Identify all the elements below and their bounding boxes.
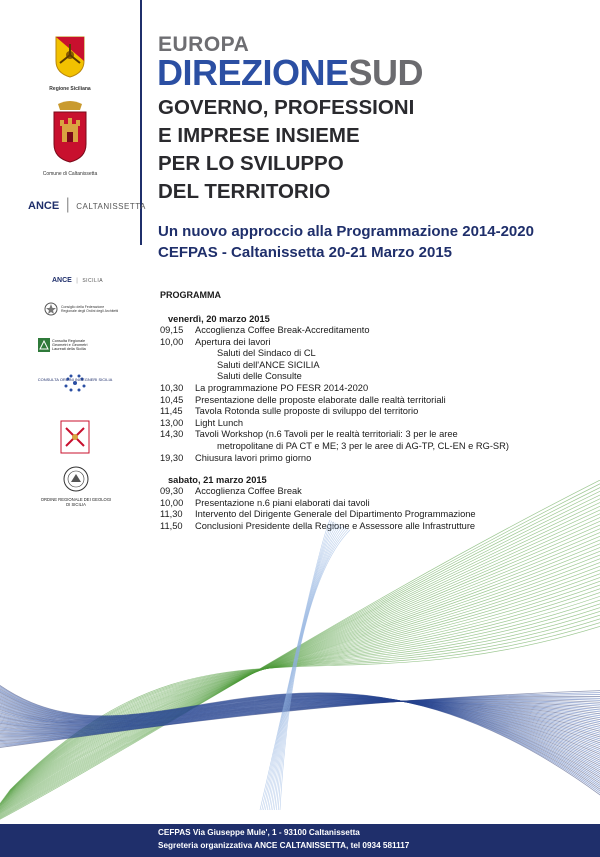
geometri-caption: Consulta Regionale Geometri e Geometri Laureati della Sicilia bbox=[52, 338, 88, 352]
schedule-text: Intervento del Dirigente Generale del Dipartimento Programmazione bbox=[195, 509, 476, 520]
schedule-text: Accoglienza Coffee Break bbox=[195, 486, 302, 497]
schedule-row bbox=[160, 325, 509, 337]
footer-secretariat: Segreteria organizzativa ANCE CALTANISSETTA, tel 0934 581117 bbox=[158, 841, 410, 850]
schedule-text: Saluti dell'ANCE SICILIA bbox=[217, 359, 320, 370]
schedule-text: Saluti delle Consulte bbox=[217, 371, 302, 382]
geometri-logo bbox=[38, 338, 100, 352]
ance-name: ANCE bbox=[28, 200, 60, 212]
wave-line bbox=[0, 524, 600, 816]
schedule-time: 11,45 bbox=[160, 406, 183, 417]
wave-line bbox=[0, 558, 600, 806]
comune-caption: Comune di Caltanissetta bbox=[42, 171, 98, 177]
ance-sicilia-name: ANCE bbox=[52, 277, 72, 284]
schedule-row bbox=[160, 441, 509, 453]
wave-line bbox=[0, 543, 600, 810]
agronomi-seal-icon bbox=[60, 420, 90, 454]
schedule-row bbox=[160, 360, 509, 372]
wave-line bbox=[0, 551, 600, 809]
wave-line bbox=[0, 562, 600, 805]
schedule-time bbox=[160, 348, 195, 360]
decorative-waves-graphic bbox=[0, 480, 600, 830]
schedule-text: La programmazione PO FESR 2014-2020 bbox=[195, 382, 369, 393]
tagline-venue-date: CEFPAS - Caltanissetta 20-21 Marzo 2015 bbox=[158, 244, 453, 261]
direzione-word: DIREZIONE bbox=[157, 52, 349, 93]
wave-line bbox=[0, 539, 600, 811]
italian-emblem-icon bbox=[44, 302, 58, 316]
regione-caption: Regione Siciliana bbox=[49, 86, 91, 92]
schedule-text: Tavoli Workshop (n.6 Tavoli per le realtà territoriali: 3 per le aree bbox=[195, 429, 458, 440]
schedule-time: 11,50 bbox=[160, 520, 183, 531]
schedule-text: Conclusioni Presidente della Regione e Assessore alle Infrastrutture bbox=[195, 520, 476, 531]
wave-line bbox=[0, 547, 600, 810]
schedule-time: 10,45 bbox=[160, 394, 184, 405]
agronomi-logo bbox=[60, 420, 90, 459]
regione-siciliana-logo bbox=[0, 35, 140, 92]
schedule-row bbox=[160, 383, 509, 395]
day1-schedule bbox=[160, 325, 509, 464]
schedule-text: Presentazione n.6 piani elaborati dai tavoli bbox=[195, 497, 370, 508]
schedule-time: 10,30 bbox=[160, 382, 184, 393]
schedule-time bbox=[160, 360, 195, 372]
schedule-row bbox=[160, 337, 509, 349]
schedule-time: 13,00 bbox=[160, 417, 184, 428]
schedule-time bbox=[160, 371, 195, 383]
ingegneri-logo bbox=[30, 372, 120, 399]
wave-line bbox=[278, 529, 348, 810]
programma-heading: PROGRAMMA bbox=[160, 290, 221, 300]
schedule-time: 19,30 bbox=[160, 452, 184, 463]
ance-sicilia-logo: ANCE | SICILIA bbox=[52, 277, 104, 284]
direzionesud-title bbox=[157, 53, 423, 93]
wave-line bbox=[0, 516, 600, 818]
comune-caltanissetta-logo bbox=[0, 100, 140, 177]
schedule-time bbox=[160, 441, 195, 453]
sud-word: SUD bbox=[348, 52, 424, 93]
tagline bbox=[158, 221, 534, 263]
wave-line bbox=[276, 528, 346, 810]
ance-sicilia-sub: SICILIA bbox=[82, 278, 104, 284]
schedule-text: Tavola Rotonda sulle proposte di sviluppo del territorio bbox=[195, 406, 419, 417]
architetti-logo bbox=[44, 302, 124, 316]
schedule-text: Apertura dei lavori bbox=[195, 336, 271, 347]
tagline-programmazione: Un nuovo approccio alla Programmazione 2014-2020 bbox=[158, 223, 534, 240]
europa-label: EUROPA bbox=[158, 33, 250, 56]
schedule-row bbox=[160, 429, 509, 441]
schedule-row bbox=[160, 348, 509, 360]
wave-line bbox=[0, 532, 600, 814]
schedule-row bbox=[160, 395, 509, 407]
geometri-mark-icon bbox=[38, 338, 50, 352]
architetti-caption: Consiglio della Federazione Regionale degli Ordini degli Architetti bbox=[61, 305, 119, 313]
schedule-text: Presentazione delle proposte elaborate dalle realtà territoriali bbox=[195, 394, 446, 405]
schedule-text: metropolitane di PA CT e ME; 3 per le aree di AG-TP, CL-EN e RG-SR) bbox=[217, 440, 509, 451]
schedule-time: 11,30 bbox=[160, 509, 183, 520]
schedule-text: Chiusura lavori primo giorno bbox=[195, 452, 312, 463]
stars-emblem-icon bbox=[60, 372, 90, 394]
trinacria-emblem-icon bbox=[54, 35, 86, 79]
schedule-row bbox=[160, 406, 509, 418]
wave-line bbox=[0, 555, 600, 808]
schedule-time: 10,00 bbox=[160, 336, 184, 347]
wave-line bbox=[0, 670, 600, 810]
subtitle-line: PER LO SVILUPPO bbox=[158, 152, 344, 175]
schedule-time: 14,30 bbox=[160, 429, 184, 440]
schedule-text: Light Lunch bbox=[195, 417, 244, 428]
wave-line bbox=[275, 527, 345, 810]
wave-line bbox=[0, 535, 600, 812]
day2-title: sabato, 21 marzo 2015 bbox=[168, 475, 267, 486]
wave-line bbox=[0, 528, 600, 815]
day1-title: venerdì, 20 marzo 2015 bbox=[168, 314, 270, 324]
schedule-time: 10,00 bbox=[160, 497, 184, 508]
footer-bar bbox=[0, 824, 600, 857]
subtitle-line: E IMPRESE INSIEME bbox=[158, 124, 360, 147]
geologi-caption: ORDINE REGIONALE DEI GEOLOGI DI SICILIA bbox=[40, 497, 112, 507]
schedule-time: 09,30 bbox=[160, 486, 184, 497]
subtitle-line: GOVERNO, PROFESSIONI bbox=[158, 96, 415, 119]
schedule-time: 09,15 bbox=[160, 325, 184, 335]
ance-caltanissetta-logo: ANCE | CALTANISSETTA bbox=[28, 196, 146, 213]
schedule-text: Accoglienza Coffee Break-Accreditamento bbox=[195, 325, 370, 335]
wave-line bbox=[0, 520, 600, 817]
schedule-row bbox=[160, 453, 509, 465]
subtitle-block bbox=[158, 94, 414, 206]
city-crest-icon bbox=[50, 100, 90, 164]
subtitle-line: DEL TERRITORIO bbox=[158, 180, 331, 203]
ingegneri-caption: CONSULTA ORDINI INGEGNERI SICILIA bbox=[37, 377, 113, 382]
ance-caltanissetta-sub: CALTANISSETTA bbox=[76, 202, 146, 211]
schedule-text: Saluti del Sindaco di CL bbox=[217, 348, 316, 359]
footer-address: CEFPAS Via Giuseppe Mule', 1 - 93100 Caltanissetta bbox=[158, 828, 360, 837]
schedule-row bbox=[160, 418, 509, 430]
schedule-row bbox=[160, 371, 509, 383]
